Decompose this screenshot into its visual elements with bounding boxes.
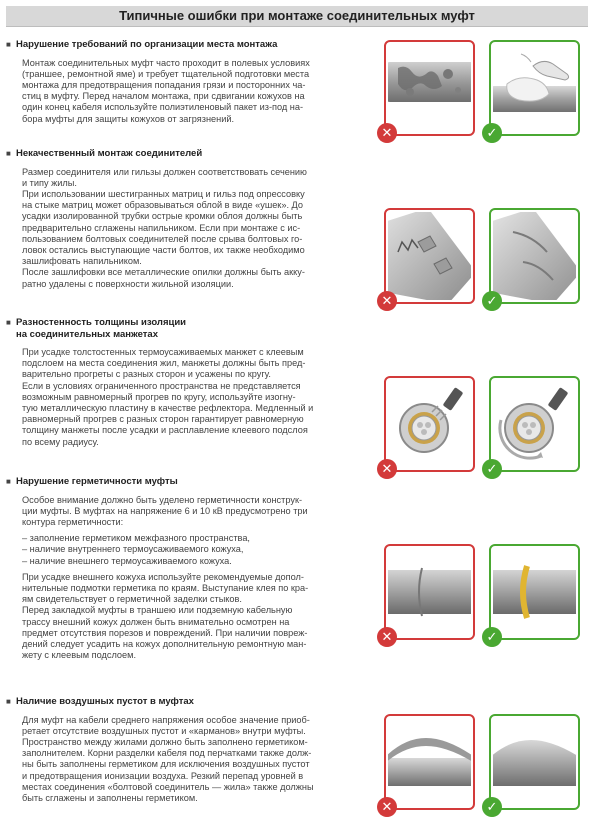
text-line: Особое внимание должно быть уделено герметичности конструк- (22, 494, 303, 505)
text-line: один конец кабеля используйте полиэтиленовый пакет из-под на- (22, 102, 304, 113)
cross-icon: ✕ (377, 459, 397, 479)
panel-bad-air-voids (381, 714, 475, 815)
section-title-line: Нарушение требований по организации места монтажа (16, 39, 278, 50)
smooth-connector-illustration (493, 212, 576, 300)
bullet-icon: ■ (6, 697, 11, 706)
panel-good-no-voids (486, 714, 580, 815)
panel-good-even-heating (486, 376, 580, 477)
text-line: ретает отсутствие воздушных пустот и «карманов» внутри муфты. (22, 725, 306, 736)
check-icon: ✓ (482, 627, 502, 647)
check-icon: ✓ (482, 291, 502, 311)
list-item: – наличие внутреннего термоусаживаемого кожуха, (22, 544, 244, 555)
section-insulation-thickness (6, 317, 366, 448)
text-line: ям свидетельствует о герметичной заделки стыков. (22, 594, 242, 605)
text-line: дений следует усадить на кожух дополнительную ремонтную ман- (22, 638, 307, 649)
section-title (6, 39, 366, 51)
text-line: и предотвращения ионизации воздуха. Резкий перепад уровней в (22, 770, 304, 781)
section-title (6, 696, 366, 708)
air-void-illustration (388, 718, 471, 806)
bullet-icon: ■ (6, 477, 11, 486)
text-line: стиц в муфту. Перед началом монтажа, при сдвигании кожухов на (22, 91, 305, 102)
text-line: Для муфт на кабели среднего напряжения особое значение приоб- (22, 714, 310, 725)
panel-bad-dirty-site (381, 40, 475, 141)
text-line: контура герметичности: (22, 516, 124, 527)
section-title (6, 476, 366, 488)
paragraph (22, 715, 366, 805)
text-line: предварительно сглажены напильником. Если при монтаже с ис- (22, 222, 301, 233)
section-mounting-site (6, 39, 366, 125)
check-icon: ✓ (482, 797, 502, 817)
text-line: толщину манжеты после усадки и расплавление клеевого подслоя (22, 425, 308, 436)
section-title-line: Нарушение герметичности муфты (16, 476, 178, 487)
text-line: Если в условиях ограниченного пространства не представляется (22, 380, 301, 391)
filled-illustration (493, 718, 576, 806)
one-side-heating-illustration (388, 380, 471, 468)
text-line: Пространство между жилами должно быть заполнено герметиком- (22, 736, 308, 747)
text-line: жету с клеевым подслоем. (22, 650, 137, 661)
paragraph (22, 495, 366, 529)
text-line: трассу внешний кожух должен быть внимательно осмотрен на (22, 616, 290, 627)
text-line: При использовании шестигранных матриц и гильз под опрессовку (22, 188, 305, 199)
text-line: Размер соединителя или гильзы должен соответствовать сечению (22, 166, 307, 177)
round-heating-illustration (493, 380, 576, 468)
text-line: усадки изолированной трубки острые кромки облоя должны быть (22, 211, 303, 222)
section-sealing (6, 476, 366, 661)
text-line: ловок остались выступающие части болтов, их также необходимо (22, 244, 305, 255)
panel-bad-connector (381, 208, 475, 309)
list-item: – наличие внешнего термоусаживаемого кожуха. (22, 555, 232, 566)
text-line: зашлифовать напильником. (22, 256, 142, 267)
text-line: местах соединения «болтовой соединитель — жила» также должны (22, 781, 314, 792)
panel-good-clean-site (486, 40, 580, 141)
text-line: ции муфты. В муфтах на напряжение 6 и 10 кВ предусмотрено три (22, 505, 308, 516)
section-title-line: Разностенность толщины изоляции (16, 317, 187, 328)
section-title-line: Наличие воздушных пустот в муфтах (16, 696, 194, 707)
bullet-icon: ■ (6, 149, 11, 158)
section-air-voids (6, 696, 366, 804)
panel-good-sealing (486, 544, 580, 645)
paragraph (22, 572, 366, 662)
list-item: – заполнение герметиком межфазного пространства, (22, 533, 250, 544)
section-title (6, 148, 366, 160)
text-line: пользованием болтовых соединителей после срыва болтовых го- (22, 233, 303, 244)
page-header (6, 6, 588, 27)
dirty-cable-illustration (388, 44, 471, 132)
panel-good-connector (486, 208, 580, 309)
paragraph (22, 58, 366, 125)
text-line: и типу жилы. (22, 177, 77, 188)
text-line: тую металлическую пластину в качестве рефлектора. Медленный и (22, 403, 314, 414)
section-connectors (6, 148, 366, 290)
bullet-icon: ■ (6, 318, 11, 327)
bullet-icon: ■ (6, 40, 11, 49)
text-line: равномерный прогрев с разных сторон гарантирует равномерную (22, 414, 304, 425)
text-line: варительно прогреты с разных сторон и усажены по кругу. (22, 369, 271, 380)
text-line: После зашлифовки все металлические опилки должны быть акку- (22, 267, 305, 278)
cross-icon: ✕ (377, 291, 397, 311)
text-line: монтажа для предотвращения попадания грязи и посторонних ча- (22, 79, 306, 90)
text-line: предмет отсутствия порезов и повреждений. При наличии повреж- (22, 627, 308, 638)
check-icon: ✓ (482, 123, 502, 143)
no-sealant-illustration (388, 548, 471, 636)
text-line: подслоем на места соединения жил, манжеты должны быть пред- (22, 358, 306, 369)
paragraph (22, 167, 366, 290)
sealing-list (22, 533, 366, 567)
rough-connector-illustration (388, 212, 471, 300)
text-line: возможным равномерный прогрев по кругу, используйте изогну- (22, 391, 296, 402)
text-line: (траншее, ремонтной яме) и требует тщательной подготовки места (22, 68, 310, 79)
text-line: Монтаж соединительных муфт часто проходит в полевых условиях (22, 57, 310, 68)
cross-icon: ✕ (377, 123, 397, 143)
cross-icon: ✕ (377, 627, 397, 647)
text-line: быть сглажены и заполнены герметиком. (22, 792, 198, 803)
text-line: по всему радиусу. (22, 436, 99, 447)
text-line: ратно удалены с поверхности жильной изоляции. (22, 278, 234, 289)
text-line: бора муфты для защиты кожухов от загрязнений. (22, 113, 235, 124)
text-line: заполнителем. Корни разделки кабеля под перчатками также долж- (22, 748, 312, 759)
check-icon: ✓ (482, 459, 502, 479)
paragraph (22, 347, 366, 448)
page-title: Типичные ошибки при монтаже соединительных муфт (119, 8, 475, 23)
text-line: ны быть заполнены герметиком для исключения воздушных пустот (22, 759, 310, 770)
cross-icon: ✕ (377, 797, 397, 817)
panel-bad-sealing (381, 544, 475, 645)
sealant-illustration (493, 548, 576, 636)
text-line: нительные подмотки герметика по краям. Выступание клея по кра- (22, 582, 309, 593)
section-title-line: на соединительных манжетах (16, 328, 158, 340)
text-line: на стыке матриц может образовываться облой в виде «ушек». До (22, 200, 303, 211)
section-title (6, 317, 366, 340)
panel-bad-uneven-heating (381, 376, 475, 477)
text-line: Перед закладкой муфты в траншею или подземную кабельную (22, 605, 293, 616)
section-title-line: Некачественный монтаж соединителей (16, 148, 203, 159)
protected-cable-illustration (493, 44, 576, 132)
text-line: При усадке внешнего кожуха используйте рекомендуемые допол- (22, 571, 304, 582)
text-line: При усадке толстостенных термоусаживаемых манжет с клеевым (22, 347, 304, 357)
